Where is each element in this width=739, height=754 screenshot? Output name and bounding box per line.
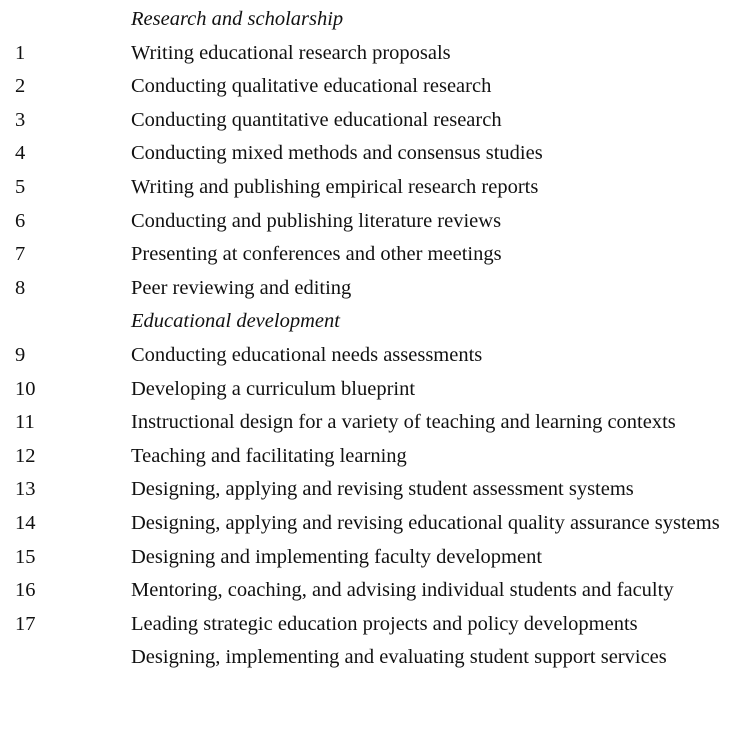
- list-item: [0, 73, 739, 107]
- item-text: Leading strategic education projects and policy developments: [131, 612, 638, 635]
- section-title: Research and scholarship: [131, 8, 344, 30]
- item-number: 2: [15, 75, 26, 98]
- competency-list: [0, 6, 739, 678]
- item-text: Developing a curriculum blueprint: [131, 377, 416, 400]
- item-text: Instructional design for a variety of teaching and learning contexts: [131, 411, 676, 434]
- item-number: 16: [15, 579, 36, 602]
- item-number: 14: [15, 511, 36, 534]
- list-item: [0, 140, 739, 174]
- list-item: [0, 611, 739, 645]
- item-number: 15: [15, 545, 36, 568]
- item-number: 12: [15, 444, 36, 467]
- item-number: 11: [15, 411, 35, 434]
- item-text: Conducting qualitative educational research: [131, 75, 492, 98]
- item-text: Designing and implementing faculty development: [131, 545, 543, 568]
- item-text: Mentoring, coaching, and advising individual students and faculty: [131, 579, 674, 602]
- item-text: Designing, implementing and evaluating student support services: [131, 646, 667, 669]
- item-number: 1: [15, 41, 26, 64]
- section-heading-educational-development: [0, 308, 739, 342]
- item-number: 9: [15, 343, 26, 366]
- list-item: [0, 409, 739, 443]
- list-item: [0, 510, 739, 544]
- list-item: [0, 208, 739, 242]
- list-item: [0, 577, 739, 611]
- item-number: 8: [15, 276, 26, 299]
- item-text: Designing, applying and revising educational quality assurance systems: [131, 511, 720, 534]
- list-item: [0, 241, 739, 275]
- item-text: Conducting mixed methods and consensus studies: [131, 142, 543, 165]
- list-item: [0, 40, 739, 74]
- list-item: [0, 275, 739, 309]
- item-text: Writing and publishing empirical research reports: [131, 175, 539, 198]
- item-text: Writing educational research proposals: [131, 41, 451, 64]
- item-text: Conducting and publishing literature reviews: [131, 209, 502, 232]
- item-number: 7: [15, 243, 26, 266]
- item-number: 4: [15, 142, 26, 165]
- list-item: [0, 376, 739, 410]
- list-item: [0, 443, 739, 477]
- section-heading-research: [0, 6, 739, 40]
- item-text: Conducting quantitative educational research: [131, 108, 502, 131]
- item-text: Peer reviewing and editing: [131, 276, 352, 299]
- list-item: [0, 174, 739, 208]
- list-item: [0, 342, 739, 376]
- list-item: [0, 644, 739, 678]
- item-number: 6: [15, 209, 26, 232]
- item-number: 10: [15, 377, 36, 400]
- section-title: Educational development: [131, 310, 340, 333]
- item-text: Conducting educational needs assessments: [131, 343, 483, 366]
- list-item: [0, 476, 739, 510]
- item-text: Presenting at conferences and other meetings: [131, 243, 502, 266]
- list-item: [0, 544, 739, 578]
- item-text: Teaching and facilitating learning: [131, 444, 407, 467]
- item-number: 17: [15, 612, 36, 635]
- item-text: Designing, applying and revising student assessment systems: [131, 478, 634, 501]
- item-number: 13: [15, 478, 36, 501]
- list-item: [0, 107, 739, 141]
- item-number: 3: [15, 108, 26, 131]
- item-number: 5: [15, 175, 26, 198]
